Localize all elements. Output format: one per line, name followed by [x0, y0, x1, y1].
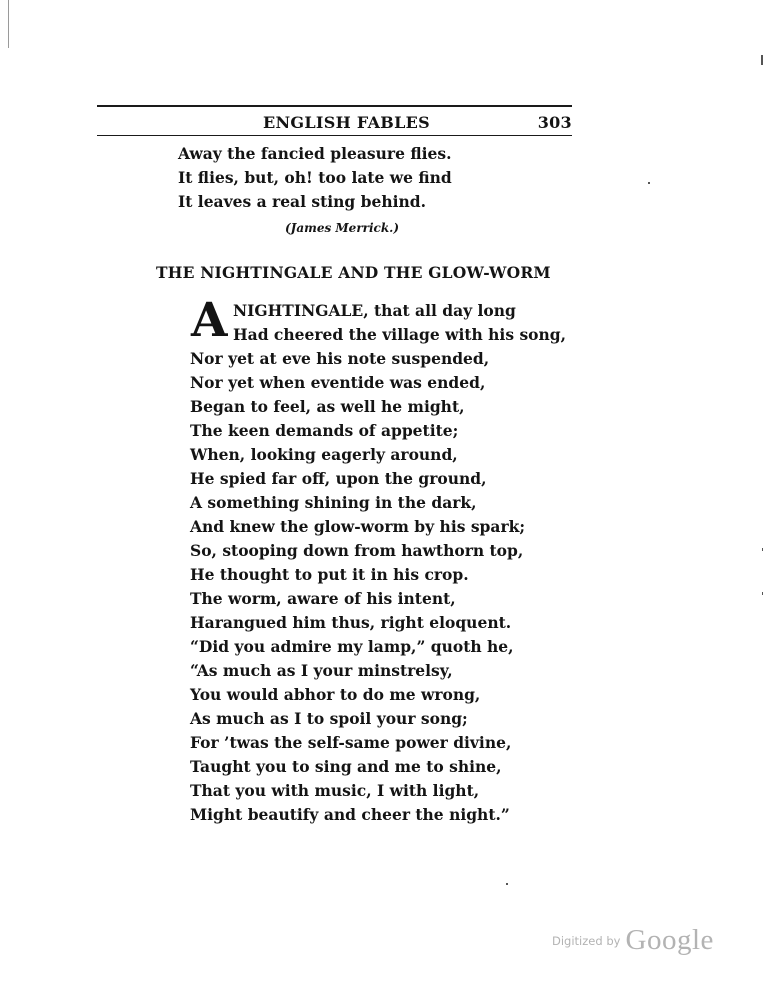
verse-line: A something shining in the dark, — [190, 493, 477, 512]
verse-line: For ’twas the self-same power divine, — [190, 733, 512, 752]
fable-verse — [190, 347, 525, 803]
verse-line: It flies, but, oh! too late we find — [178, 168, 452, 187]
running-head — [97, 113, 572, 133]
verse-line-second: Had cheered the village with his song, — [233, 325, 567, 344]
page-number: 303 — [537, 113, 572, 132]
scan-edge-mark — [8, 0, 9, 48]
verse-line: “Did you admire my lamp,” quoth he, — [190, 637, 514, 656]
scan-edge-mark — [761, 55, 763, 65]
digitized-by-text: Digitized by — [552, 934, 621, 948]
verse-line: Nor yet at eve his note suspended, — [190, 349, 490, 368]
running-title: ENGLISH FABLES — [263, 113, 431, 132]
verse-line: Began to feel, as well he might, — [190, 397, 465, 416]
verse-line: Taught you to sing and me to shine, — [190, 757, 502, 776]
scan-speck — [648, 182, 650, 184]
scan-speck — [762, 592, 763, 595]
verse-line: Harangued him thus, right eloquent. — [190, 613, 512, 632]
verse-line: When, looking eagerly around, — [190, 445, 458, 464]
verse-line: He spied far off, upon the ground, — [190, 469, 487, 488]
scan-speck — [762, 548, 763, 551]
header-rule-bottom — [97, 135, 572, 136]
digitized-watermark — [552, 924, 714, 957]
verse-line-last: Might beautify and cheer the night.” — [190, 805, 510, 824]
verse-line: That you with music, I with light, — [190, 781, 480, 800]
verse-line: So, stooping down from hawthorn top, — [190, 541, 524, 560]
verse-line: You would abhor to do me wrong, — [190, 685, 481, 704]
verse-line-first: NIGHTINGALE, that all day long — [233, 301, 516, 320]
verse-line: As much as I to spoil your song; — [190, 709, 468, 728]
verse-line: The keen demands of appetite; — [190, 421, 459, 440]
verse-line: The worm, aware of his intent, — [190, 589, 456, 608]
google-logo-text: Google — [625, 924, 714, 956]
drop-cap: A — [191, 293, 228, 348]
verse-line: Away the fancied pleasure flies. — [178, 144, 452, 163]
scan-speck — [506, 883, 508, 885]
verse-line: He thought to put it in his crop. — [190, 565, 469, 584]
attribution: (James Merrick.) — [285, 221, 399, 235]
verse-line: And knew the glow-worm by his spark; — [190, 517, 526, 536]
previous-fable-verse — [178, 142, 452, 214]
verse-line: “As much as I your minstrelsy, — [190, 661, 453, 680]
fable-title: THE NIGHTINGALE AND THE GLOW-WORM — [156, 263, 551, 282]
verse-line: Nor yet when eventide was ended, — [190, 373, 486, 392]
verse-line: It leaves a real sting behind. — [178, 192, 427, 211]
header-rule-top — [97, 105, 572, 107]
